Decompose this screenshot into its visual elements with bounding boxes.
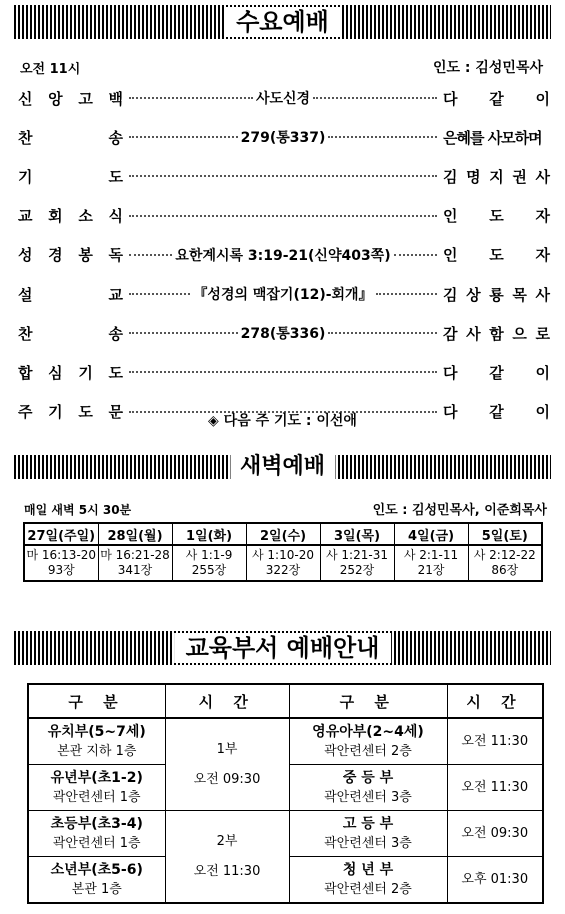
department-place: 곽안련센터 2층 xyxy=(324,743,412,759)
day-header: 1일(화) xyxy=(172,523,246,545)
label-char: 도 xyxy=(108,363,123,382)
next-week-prayer: ◈ 다음 주 기도 : 이선애 xyxy=(208,413,357,429)
service-item-person xyxy=(443,284,550,305)
person-text: 룡 xyxy=(489,285,504,304)
leader-dots xyxy=(126,245,440,265)
day-header: 28일(월) xyxy=(98,523,172,545)
person-text: 다 xyxy=(443,403,458,422)
service-item-label xyxy=(18,323,123,344)
service-part: 1부 xyxy=(216,741,238,757)
education-title: 교육부서 예배안내 xyxy=(174,633,392,663)
person-text: 같 xyxy=(489,403,504,422)
department-name: 중 등 부 xyxy=(342,769,394,786)
service-time-cell xyxy=(165,718,289,811)
department-place: 곽안련센터 1층 xyxy=(52,835,141,851)
department-name: 유년부(초1-2) xyxy=(50,769,143,786)
label-char: 송 xyxy=(108,324,123,343)
person-text: 은혜를 사모하며 xyxy=(443,128,542,147)
department-place: 곽안련센터 1층 xyxy=(52,789,141,805)
dawn-title: 새벽예배 xyxy=(230,454,335,480)
person-text: 로 xyxy=(535,324,550,343)
label-char: 합 xyxy=(18,363,33,382)
day-reading-cell xyxy=(468,545,542,581)
label-char: 경 xyxy=(48,246,63,265)
service-item-person xyxy=(443,244,550,265)
day-header: 5일(토) xyxy=(468,523,542,545)
hymn-number: 21장 xyxy=(417,563,445,577)
person-text: 상 xyxy=(466,285,481,304)
department-place: 곽안련센터 3층 xyxy=(324,835,412,851)
service-row xyxy=(18,243,550,267)
service-row xyxy=(18,125,550,149)
dawn-leader: 인도 : 김성민목사, 이준희목사 xyxy=(372,503,547,518)
department-cell xyxy=(289,811,447,857)
education-table xyxy=(27,683,544,904)
leader-dots xyxy=(126,323,440,343)
service-row xyxy=(18,164,550,188)
person-text: 함 xyxy=(489,324,504,343)
service-item-person xyxy=(443,88,550,109)
department-name: 초등부(초3-4) xyxy=(50,815,143,832)
person-text: 목 xyxy=(512,285,527,304)
person-text: 자 xyxy=(535,207,550,226)
label-char: 찬 xyxy=(18,128,33,147)
service-item-detail: 요한계시록 3:19-21(신약403쪽) xyxy=(175,247,391,264)
service-item-person xyxy=(443,323,550,344)
service-row xyxy=(18,86,550,110)
time-header: 시 간 xyxy=(447,684,543,718)
department-place: 본관 1층 xyxy=(71,881,122,897)
label-char: 기 xyxy=(18,167,33,186)
hymn-number: 341장 xyxy=(117,563,153,577)
person-text: 자 xyxy=(535,246,550,265)
label-char: 찬 xyxy=(18,324,33,343)
label-char: 신 xyxy=(18,89,33,108)
leader-dots xyxy=(126,88,440,108)
label-char: 성 xyxy=(18,246,33,265)
person-text: 인 xyxy=(443,207,458,226)
scripture-reference: 사 1:21-31 xyxy=(326,548,388,562)
service-time: 오후 01:30 xyxy=(447,857,543,904)
service-row xyxy=(18,282,550,306)
hymn-number: 93장 xyxy=(47,563,75,577)
person-text: 사 xyxy=(466,324,481,343)
scripture-reference: 사 1:1-9 xyxy=(185,548,233,562)
label-char: 회 xyxy=(48,207,63,226)
service-time: 오전 11:30 xyxy=(193,863,261,879)
service-part: 2부 xyxy=(216,833,238,849)
department-cell xyxy=(28,811,165,857)
person-text: 권 xyxy=(512,167,527,186)
day-reading-cell xyxy=(246,545,320,581)
scripture-reference: 마 16:21-28 xyxy=(100,548,170,562)
service-item-person xyxy=(443,205,550,226)
label-char: 독 xyxy=(108,246,123,265)
department-cell xyxy=(28,857,165,904)
label-char: 식 xyxy=(108,207,123,226)
label-char: 고 xyxy=(78,89,93,108)
department-place: 본관 지하 1층 xyxy=(57,743,137,759)
education-header-bar xyxy=(14,631,551,665)
leader-dots xyxy=(126,215,440,217)
service-time-cell xyxy=(165,811,289,904)
person-text: 다 xyxy=(443,363,458,382)
leader-dots xyxy=(126,127,440,147)
person-text: 감 xyxy=(443,324,458,343)
person-text: 이 xyxy=(535,363,550,382)
label-char: 봉 xyxy=(78,246,93,265)
person-text: 김 xyxy=(443,285,458,304)
service-item-person xyxy=(443,362,550,383)
day-header: 3일(목) xyxy=(320,523,394,545)
person-text: 김 xyxy=(443,167,458,186)
person-text: 명 xyxy=(466,167,481,186)
department-cell xyxy=(28,765,165,811)
dawn-time: 매일 새벽 5시 30분 xyxy=(24,503,132,517)
day-reading-cell xyxy=(320,545,394,581)
label-char: 백 xyxy=(108,89,123,108)
person-text: 으 xyxy=(512,324,527,343)
service-row xyxy=(18,360,550,384)
label-char: 심 xyxy=(48,363,63,382)
service-item-label xyxy=(18,127,123,148)
scripture-reference: 사 2:12-22 xyxy=(473,548,536,562)
department-cell xyxy=(289,857,447,904)
time-header: 시 간 xyxy=(165,684,289,718)
service-row xyxy=(18,204,550,228)
service-time: 오전 09:30 xyxy=(447,811,543,857)
service-row xyxy=(18,321,550,345)
day-reading-cell xyxy=(24,545,98,581)
division-header: 구 분 xyxy=(28,684,165,718)
service-item-detail: 사도신경 xyxy=(255,91,311,107)
department-cell xyxy=(289,718,447,765)
wednesday-title: 수요예배 xyxy=(224,7,341,37)
scripture-reference: 사 1:10-20 xyxy=(252,548,314,562)
person-text: 이 xyxy=(535,403,550,422)
department-name: 유치부(5~7세) xyxy=(47,723,146,740)
label-char: 도 xyxy=(108,167,123,186)
label-char: 기 xyxy=(48,403,63,422)
leader-dots xyxy=(126,284,440,304)
person-text: 사 xyxy=(535,167,550,186)
label-char: 기 xyxy=(78,363,93,382)
day-reading-cell xyxy=(98,545,172,581)
wednesday-leader: 인도 : 김성민목사 xyxy=(432,60,543,76)
division-header: 구 분 xyxy=(289,684,447,718)
department-name: 청 년 부 xyxy=(342,861,394,878)
label-char: 앙 xyxy=(48,89,63,108)
person-text: 같 xyxy=(489,363,504,382)
label-char: 교 xyxy=(18,207,33,226)
department-name: 소년부(초5-6) xyxy=(50,861,143,878)
wednesday-time: 오전 11시 xyxy=(20,62,81,77)
label-char: 주 xyxy=(18,403,33,422)
label-char: 도 xyxy=(78,403,93,422)
hymn-number: 86장 xyxy=(491,563,519,577)
person-text: 인 xyxy=(443,246,458,265)
service-time: 오전 11:30 xyxy=(447,718,543,765)
leader-dots xyxy=(126,371,440,373)
person-text: 도 xyxy=(489,207,504,226)
day-reading-cell xyxy=(172,545,246,581)
day-header: 2일(수) xyxy=(246,523,320,545)
service-item-detail: 『성경의 맥잡기(12)-회개』 xyxy=(193,287,373,303)
scripture-reference: 마 16:13-20 xyxy=(26,548,97,562)
service-item-person xyxy=(443,127,550,148)
service-item-label xyxy=(18,166,123,187)
service-item-person xyxy=(443,166,550,187)
label-char: 설 xyxy=(18,285,33,304)
service-time: 오전 09:30 xyxy=(193,771,261,787)
day-header: 27일(주일) xyxy=(24,523,98,545)
department-cell xyxy=(28,718,165,765)
service-item-detail: 278(통336) xyxy=(240,326,326,343)
hymn-number: 322장 xyxy=(265,563,301,577)
person-text: 지 xyxy=(489,167,504,186)
department-name: 고 등 부 xyxy=(342,815,394,832)
person-text: 사 xyxy=(535,285,550,304)
wednesday-header-bar xyxy=(14,5,551,39)
hymn-number: 255장 xyxy=(191,563,227,577)
department-cell xyxy=(289,765,447,811)
service-item-label xyxy=(18,205,123,226)
service-item-label xyxy=(18,88,123,109)
person-text: 이 xyxy=(535,89,550,108)
label-char: 소 xyxy=(78,207,93,226)
dawn-schedule-table xyxy=(23,522,543,582)
service-item-label xyxy=(18,362,123,383)
leader-dots xyxy=(126,175,440,177)
day-header: 4일(금) xyxy=(394,523,468,545)
person-text: 도 xyxy=(489,246,504,265)
hymn-number: 252장 xyxy=(339,563,375,577)
scripture-reference: 사 2:1-11 xyxy=(403,548,459,562)
service-item-label xyxy=(18,284,123,305)
label-char: 문 xyxy=(108,403,123,422)
person-text: 다 xyxy=(443,89,458,108)
day-reading-cell xyxy=(394,545,468,581)
label-char: 송 xyxy=(108,128,123,147)
department-place: 곽안련센터 2층 xyxy=(324,881,412,897)
service-item-label xyxy=(18,244,123,265)
department-place: 곽안련센터 3층 xyxy=(324,789,412,805)
dawn-header-bar xyxy=(14,455,551,479)
department-name: 영유아부(2~4세) xyxy=(312,723,424,740)
service-time: 오전 11:30 xyxy=(447,765,543,811)
person-text: 같 xyxy=(489,89,504,108)
service-item-detail: 279(통337) xyxy=(240,130,326,147)
label-char: 교 xyxy=(108,285,123,304)
